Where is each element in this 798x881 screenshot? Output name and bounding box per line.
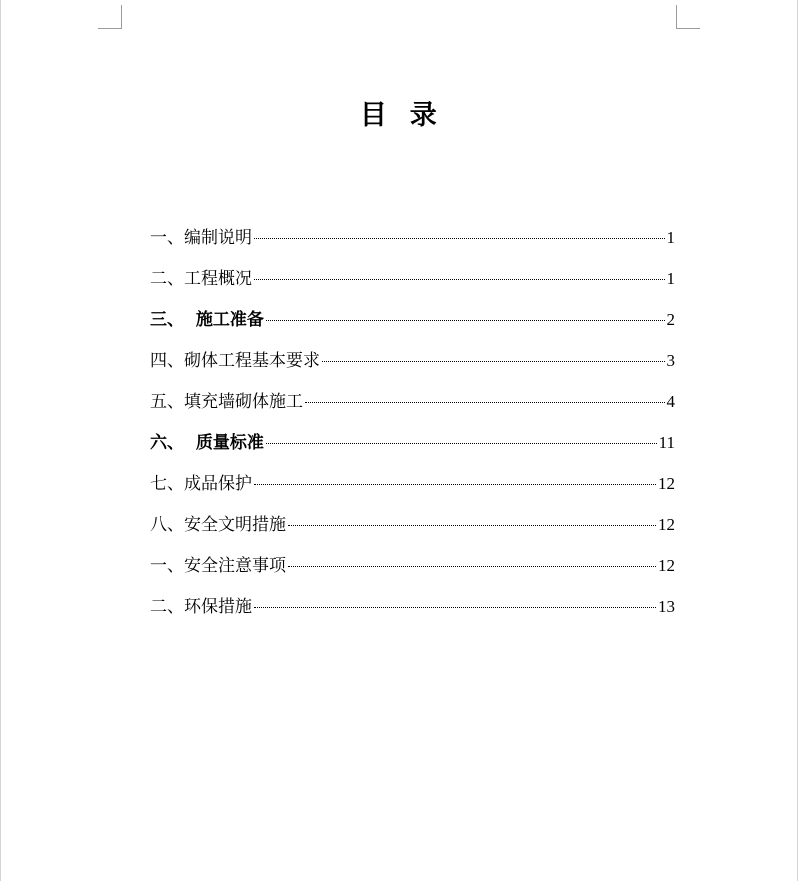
toc-entry[interactable] bbox=[150, 263, 675, 304]
toc-entry-label: 一、安全注意事项 bbox=[150, 556, 286, 576]
toc-entry[interactable] bbox=[150, 468, 675, 509]
toc-page-number: 11 bbox=[658, 433, 675, 452]
toc-entry[interactable] bbox=[150, 386, 675, 427]
page-title: 目 录 bbox=[359, 100, 439, 131]
toc-entry[interactable] bbox=[150, 304, 675, 345]
toc-entry[interactable] bbox=[150, 550, 675, 591]
toc-dot-leader bbox=[305, 402, 665, 403]
toc-dot-leader bbox=[288, 525, 656, 526]
toc-dot-leader bbox=[254, 607, 656, 608]
toc-entry-label: 六、 质量标准 bbox=[150, 433, 264, 453]
toc-entry-label: 五、填充墙砌体施工 bbox=[150, 392, 303, 412]
toc-page-number: 2 bbox=[666, 310, 675, 329]
toc-page-number: 12 bbox=[658, 515, 675, 534]
toc-entry[interactable] bbox=[150, 509, 675, 550]
toc-page-number: 1 bbox=[666, 228, 675, 247]
toc-entry[interactable] bbox=[150, 427, 675, 468]
toc-entry[interactable] bbox=[150, 591, 675, 632]
toc-entry-label: 二、环保措施 bbox=[150, 597, 252, 617]
crop-mark-top-right bbox=[676, 5, 677, 29]
toc-page-number: 4 bbox=[666, 392, 675, 411]
toc-dot-leader bbox=[322, 361, 665, 362]
toc-dot-leader bbox=[254, 238, 665, 239]
toc-entry[interactable] bbox=[150, 222, 675, 263]
crop-mark-top-left bbox=[121, 5, 122, 29]
toc-page-number: 3 bbox=[666, 351, 675, 370]
toc-page-number: 12 bbox=[658, 474, 675, 493]
toc-dot-leader bbox=[288, 566, 656, 567]
toc-dot-leader bbox=[254, 484, 656, 485]
table-of-contents bbox=[150, 222, 675, 632]
toc-entry-label: 一、编制说明 bbox=[150, 228, 252, 248]
crop-mark-top-left bbox=[98, 28, 122, 29]
toc-entry-label: 三、 施工准备 bbox=[150, 310, 264, 330]
toc-page-number: 13 bbox=[658, 597, 675, 616]
toc-entry[interactable] bbox=[150, 345, 675, 386]
crop-mark-top-right bbox=[676, 28, 700, 29]
toc-entry-label: 七、成品保护 bbox=[150, 474, 252, 494]
toc-dot-leader bbox=[266, 443, 657, 444]
toc-page-number: 12 bbox=[658, 556, 675, 575]
toc-page-number: 1 bbox=[666, 269, 675, 288]
toc-entry-label: 八、安全文明措施 bbox=[150, 515, 286, 535]
toc-entry-label: 二、工程概况 bbox=[150, 269, 252, 289]
toc-entry-label: 四、砌体工程基本要求 bbox=[150, 351, 320, 371]
toc-dot-leader bbox=[254, 279, 665, 280]
toc-dot-leader bbox=[266, 320, 665, 321]
